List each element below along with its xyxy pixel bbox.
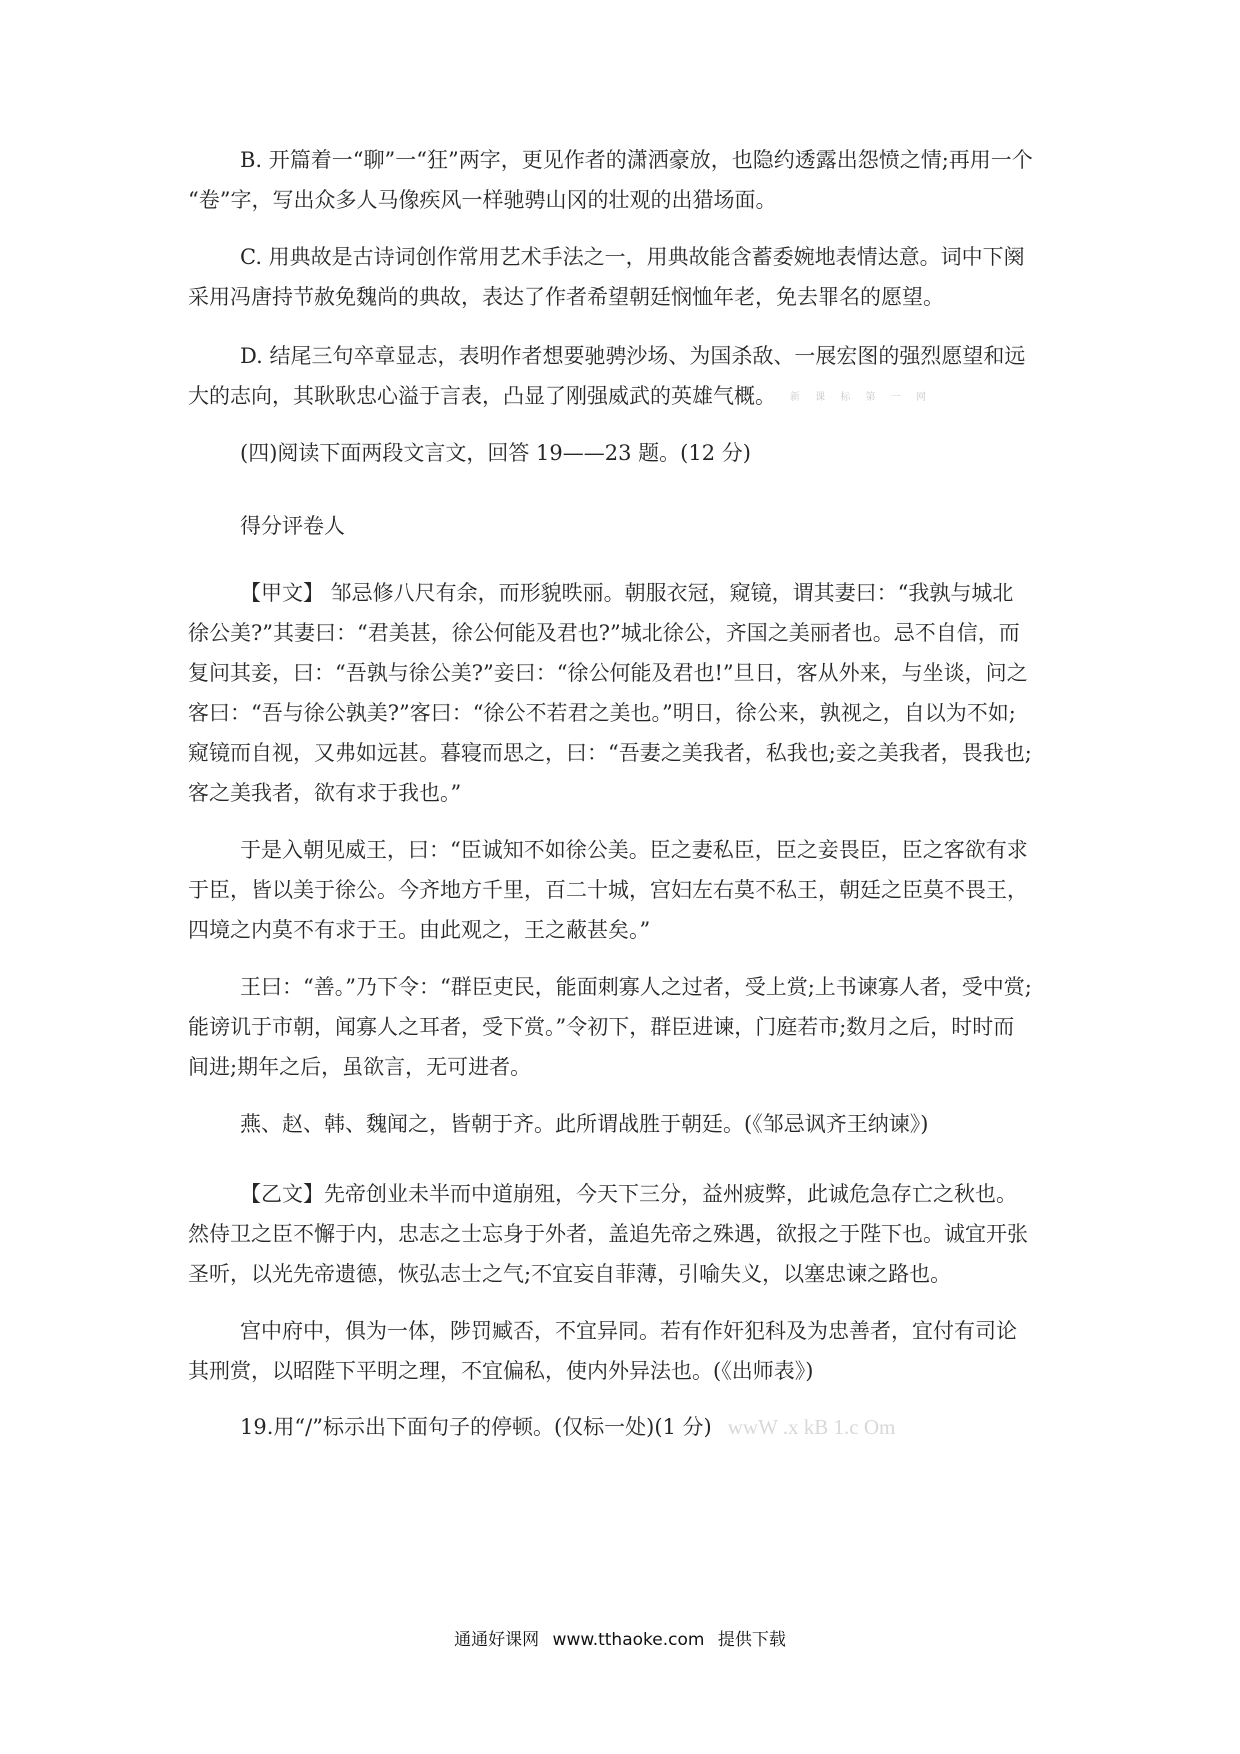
text-line: (四)阅读下面两段文言文，回答 19——23 题。(12 分) [240, 441, 751, 465]
text-line: C. 用典故是古诗词创作常用艺术手法之一，用典故能含蓄委婉地表情达意。词中下阕 [240, 245, 1025, 269]
text-line: 四境之内莫不有求于王。由此观之，王之蔽甚矣。” [188, 918, 651, 942]
text-line: 采用冯唐持节赦免魏尚的典故，表达了作者希望朝廷悯恤年老，免去罪名的愿望。 [188, 285, 944, 309]
text-line: 客曰：“吾与徐公孰美?”客曰：“徐公不若君之美也。”明日，徐公来，孰视之，自以为不如; [188, 701, 1016, 725]
text-line: B. 开篇着一“聊”一“狂”两字，更见作者的潇洒豪放，也隐约透露出怨愤之情;再用一个 [240, 148, 1033, 172]
text-line [188, 376, 1058, 418]
score-reviewer-label [188, 506, 1058, 546]
text-line: 然侍卫之臣不懈于内，忠志之士忘身于外者，盖追先帝之殊遇，欲报之于陛下也。诚宜开张 [188, 1222, 1028, 1246]
page-footer [0, 1625, 1240, 1650]
text-line: 于是入朝见威王，曰：“臣诚知不如徐公美。臣之妻私臣，臣之妾畏臣，臣之客欲有求 [240, 838, 1028, 862]
question-text: 19.用“/”标示出下面句子的停顿。(仅标一处)(1 分) [240, 1415, 712, 1439]
section-4-heading [188, 433, 1058, 473]
text-line: D. 结尾三句卒章显志，表明作者想要驰骋沙场、为国杀敌、一展宏图的强烈愿望和远 [240, 344, 1026, 368]
text-line: 其刑赏，以昭陛下平明之理，不宜偏私，使内外异法也。(《出师表》) [188, 1359, 814, 1383]
text-line: “卷”字，写出众多人马像疾风一样驰骋山冈的壮观的出猎场面。 [188, 188, 777, 212]
text-line: 得分评卷人 [240, 514, 345, 538]
text-line: 复问其妾，曰：“吾孰与徐公美?”妾曰：“徐公何能及君也!”旦日，客从外来，与坐谈，问之 [188, 661, 1028, 685]
footer-action: 提供下载 [717, 1630, 786, 1650]
text-line: 【甲文】 邹忌修八尺有余，而形貌昳丽。朝服衣冠，窥镜，谓其妻曰：“我孰与城北 [240, 581, 1014, 605]
footer-url: www.tthaoke.com [552, 1630, 705, 1650]
text-line: 王曰：“善。”乃下令：“群臣吏民，能面刺寡人之过者，受上赏;上书谏寡人者，受中赏; [240, 975, 1032, 999]
jia-text-para-1 [188, 573, 1058, 813]
footer-site-name: 通通好课网 [454, 1630, 540, 1650]
option-d [188, 336, 1058, 418]
text-line: 于臣，皆以美于徐公。今齐地方千里，百二十城，宫妇左右莫不私王，朝廷之臣莫不畏王， [188, 878, 1028, 902]
text-line: 徐公美?”其妻曰：“君美甚，徐公何能及君也?”城北徐公，齐国之美丽者也。忌不自信，而 [188, 621, 1020, 645]
watermark-small: 新 课 标 第 一 网 [790, 391, 932, 403]
jia-text-para-4 [188, 1104, 1058, 1144]
text-line: 能谤讥于市朝，闻寡人之耳者，受下赏。”令初下，群臣进谏，门庭若市;数月之后，时时而 [188, 1015, 1015, 1039]
yi-text-para-2 [188, 1311, 1058, 1391]
text-line: 窥镜而自视，又弗如远甚。暮寝而思之，曰：“吾妻之美我者，私我也;妾之美我者，畏我也; [188, 741, 1032, 765]
text-line: 间进;期年之后，虽欲言，无可进者。 [188, 1055, 532, 1079]
text-line [188, 1407, 1058, 1447]
text-line: 【乙文】先帝创业未半而中道崩殂，今天下三分，益州疲弊，此诚危急存亡之秋也。 [240, 1182, 1017, 1206]
text-line: 圣听，以光先帝遗德，恢弘志士之气;不宜妄自菲薄，引喻失义，以塞忠谏之路也。 [188, 1262, 952, 1286]
watermark-url: wwW .x kB 1.c Om [727, 1415, 896, 1439]
text-line: 客之美我者，欲有求于我也。” [188, 781, 462, 805]
text-line: 燕、赵、韩、魏闻之，皆朝于齐。此所谓战胜于朝廷。(《邹忌讽齐王纳谏》) [240, 1112, 929, 1136]
option-c [188, 237, 1058, 317]
jia-text-para-3 [188, 967, 1058, 1087]
question-19 [188, 1407, 1058, 1447]
text-line: 宫中府中，俱为一体，陟罚臧否，不宜异同。若有作奸犯科及为忠善者，宜付有司论 [240, 1319, 1017, 1343]
yi-text-para-1 [188, 1174, 1058, 1294]
option-b [188, 140, 1058, 220]
text-segment: 大的志向，其耿耿忠心溢于言表，凸显了刚强威武的英雄气概。 [188, 384, 776, 408]
jia-text-para-2 [188, 830, 1058, 950]
